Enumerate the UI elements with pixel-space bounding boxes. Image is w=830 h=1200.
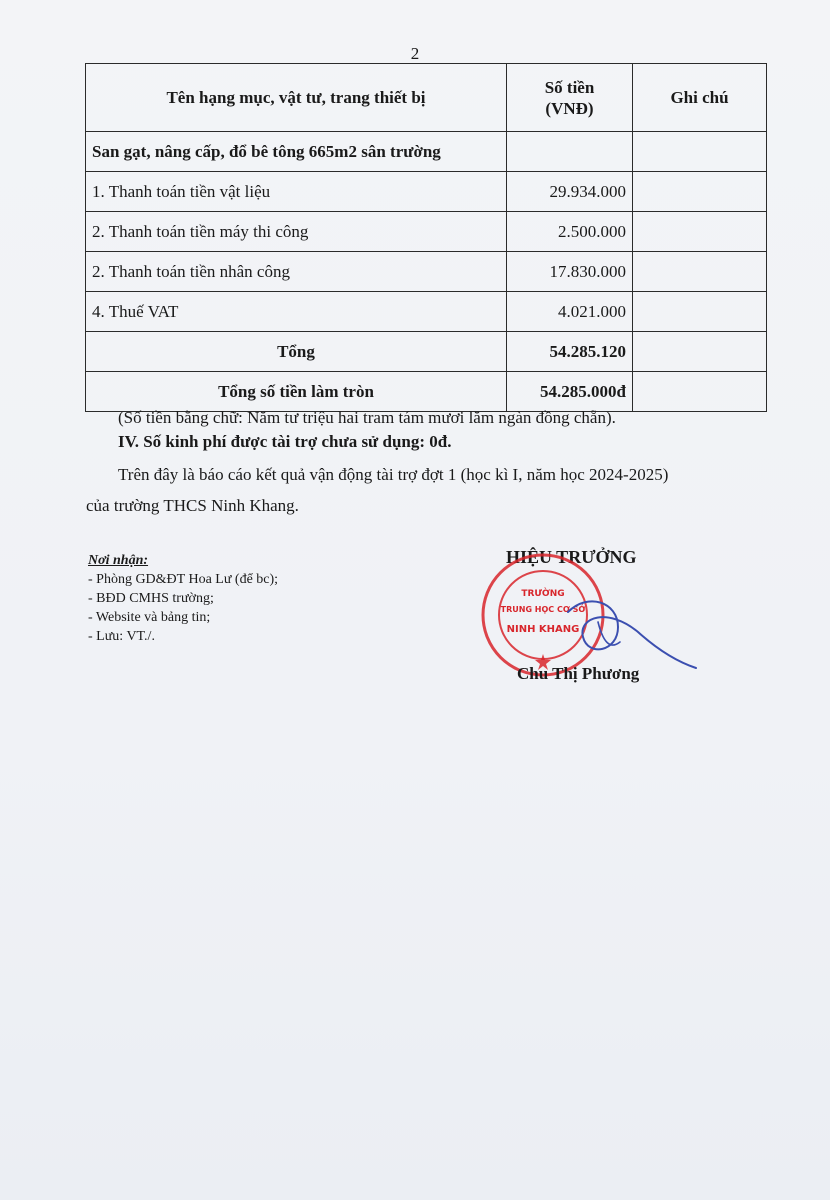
stamp-line-3: NINH KHANG xyxy=(506,624,580,635)
table-row xyxy=(86,292,767,332)
header-amount-line1: Số tiền xyxy=(544,77,595,97)
summary-line-1: Trên đây là báo cáo kết quả vận động tài trợ đợt 1 (học kì I, năm học 2024-2025) xyxy=(118,465,669,484)
row-note xyxy=(633,252,767,292)
row-name: 1. Thanh toán tiền vật liệu xyxy=(86,172,507,212)
table-header-row xyxy=(86,64,767,132)
rounded-total-label: Tổng số tiền làm tròn xyxy=(86,372,507,412)
recipient-item: - Lưu: VT./. xyxy=(88,629,155,644)
section-row xyxy=(86,132,767,172)
summary-line-2: của trường THCS Ninh Khang. xyxy=(86,496,299,515)
section-title: San gạt, nâng cấp, đổ bê tông 665m2 sân trường xyxy=(86,132,507,172)
total-note xyxy=(633,332,767,372)
total-row xyxy=(86,332,767,372)
section-amount xyxy=(507,132,633,172)
signer-name: Chu Thị Phương xyxy=(517,664,640,683)
recipient-item: - Website và bảng tin; xyxy=(88,610,211,625)
row-name: 4. Thuế VAT xyxy=(86,292,507,332)
row-name: 2. Thanh toán tiền máy thi công xyxy=(86,212,507,252)
recipients-block xyxy=(88,551,278,646)
cost-table xyxy=(85,63,767,412)
table-row xyxy=(86,252,767,292)
row-note xyxy=(633,172,767,212)
row-amount: 17.830.000 xyxy=(507,252,633,292)
header-name: Tên hạng mục, vật tư, trang thiết bị xyxy=(86,64,507,132)
row-amount: 4.021.000 xyxy=(507,292,633,332)
row-amount: 29.934.000 xyxy=(507,172,633,212)
recipients-title: Nơi nhận: xyxy=(88,553,149,568)
rounded-total-note xyxy=(633,372,767,412)
recipient-item: - Phòng GD&ĐT Hoa Lư (để bc); xyxy=(88,572,279,587)
rounded-total-row xyxy=(86,372,767,412)
stamp-line-2: TRUNG HỌC CƠ SỞ xyxy=(500,605,586,614)
page-number: 2 xyxy=(410,44,420,63)
row-amount: 2.500.000 xyxy=(507,212,633,252)
row-name: 2. Thanh toán tiền nhân công xyxy=(86,252,507,292)
header-amount-line2: (VNĐ) xyxy=(545,98,594,118)
amount-in-words: (Số tiền bằng chữ: Năm tư triệu hai tram tám mươi lăm ngàn đồng chẵn). xyxy=(118,408,616,427)
unused-funds-heading: IV. Số kinh phí được tài trợ chưa sử dụng: 0đ. xyxy=(118,432,452,451)
row-note xyxy=(633,212,767,252)
total-label: Tổng xyxy=(86,332,507,372)
rounded-total-amount: 54.285.000đ xyxy=(507,372,633,412)
section-note xyxy=(633,132,767,172)
table-row xyxy=(86,172,767,212)
signature-title: HIỆU TRƯỞNG xyxy=(506,547,637,567)
row-note xyxy=(633,292,767,332)
table-row xyxy=(86,212,767,252)
header-amount xyxy=(507,64,633,132)
total-amount: 54.285.120 xyxy=(507,332,633,372)
recipient-item: - BĐD CMHS trường; xyxy=(88,591,214,606)
stamp-line-1: TRƯỜNG xyxy=(521,589,565,599)
header-note: Ghi chú xyxy=(633,64,767,132)
signature-block xyxy=(470,540,700,710)
handwritten-signature-icon xyxy=(548,582,698,672)
